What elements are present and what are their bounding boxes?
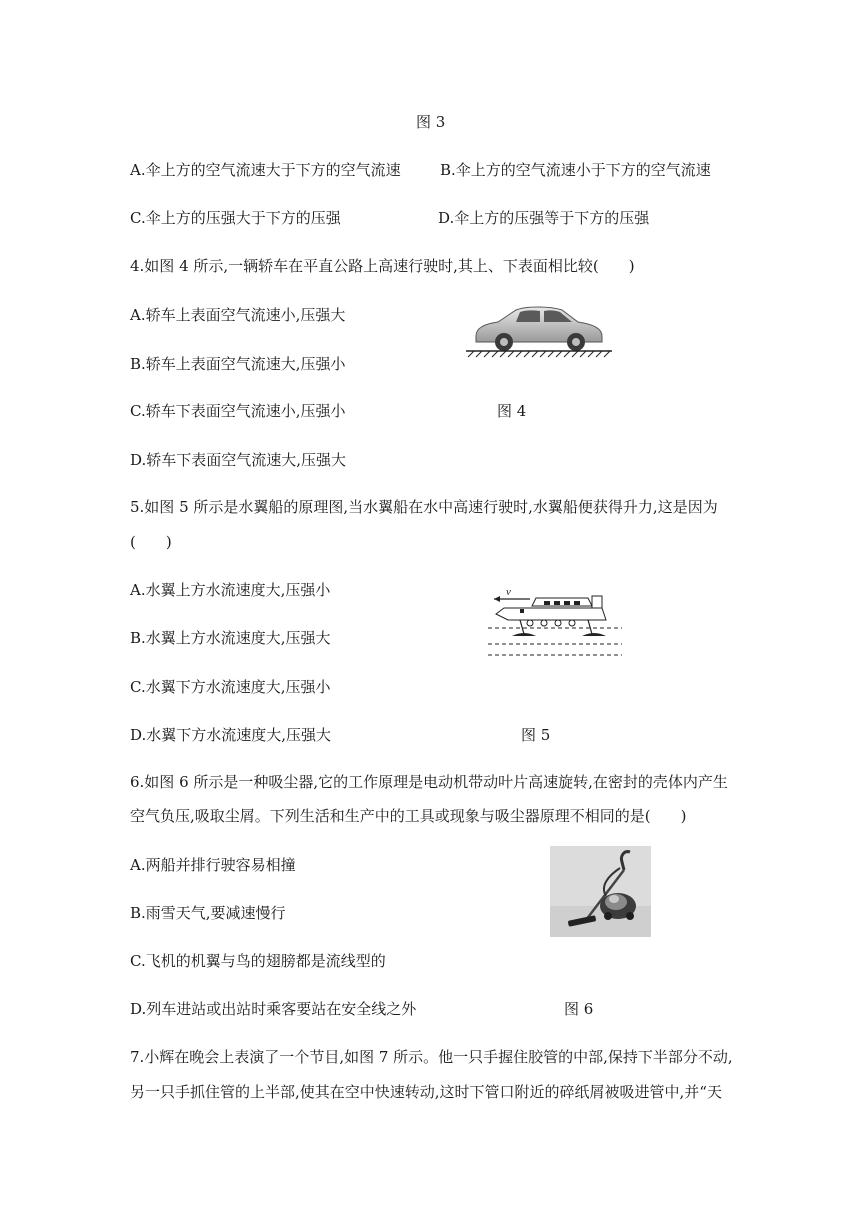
q4-option-b: B.轿车上表面空气流速大,压强小 xyxy=(130,355,346,373)
velocity-label: v xyxy=(506,586,511,598)
q7-stem-line1: 7.小辉在晚会上表演了一个节目,如图 7 所示。他一只手握住胶管的中部,保持下半部分不动, xyxy=(130,1048,733,1066)
q6-option-b: B.雨雪天气,要减速慢行 xyxy=(130,904,286,922)
q5-stem-line2: ( ) xyxy=(130,533,172,551)
q3-option-d: D.伞上方的压强等于下方的压强 xyxy=(438,209,650,227)
figure-4-caption: 图 4 xyxy=(497,402,527,420)
q3-option-a: A.伞上方的空气流速大于下方的空气流速 xyxy=(130,161,401,179)
q6-option-a: A.两船并排行驶容易相撞 xyxy=(130,856,296,874)
hydrofoil-figure xyxy=(484,584,626,660)
vacuum-cleaner-figure xyxy=(550,846,651,937)
q6-option-d: D.列车进站或出站时乘客要站在安全线之外 xyxy=(130,1000,417,1018)
q4-option-d: D.轿车下表面空气流速大,压强大 xyxy=(130,451,347,469)
q5-option-a: A.水翼上方水流速度大,压强小 xyxy=(130,581,331,599)
q4-option-a: A.轿车上表面空气流速小,压强大 xyxy=(130,306,346,324)
q4-stem: 4.如图 4 所示,一辆轿车在平直公路上高速行驶时,其上、下表面相比较( ) xyxy=(130,257,635,275)
q5-option-b: B.水翼上方水流速度大,压强大 xyxy=(130,629,331,647)
q4-option-c: C.轿车下表面空气流速小,压强小 xyxy=(130,402,346,420)
q7-stem-line2: 另一只手抓住管的上半部,使其在空中快速转动,这时下管口附近的碎纸屑被吸进管中,并“天 xyxy=(130,1083,722,1101)
figure-5-caption: 图 5 xyxy=(521,726,551,744)
figure-6-caption: 图 6 xyxy=(564,1000,594,1018)
figure-3-caption: 图 3 xyxy=(416,113,446,131)
q5-option-c: C.水翼下方水流速度大,压强小 xyxy=(130,678,331,696)
q6-stem-line2: 空气负压,吸取尘屑。下列生活和生产中的工具或现象与吸尘器原理不相同的是( ) xyxy=(130,807,687,825)
q5-stem-line1: 5.如图 5 所示是水翼船的原理图,当水翼船在水中高速行驶时,水翼船便获得升力,这是因为 xyxy=(130,498,718,516)
q6-option-c: C.飞机的机翼与鸟的翅膀都是流线型的 xyxy=(130,952,386,970)
q6-stem-line1: 6.如图 6 所示是一种吸尘器,它的工作原理是电动机带动叶片高速旋转,在密封的壳体内产生 xyxy=(130,773,728,791)
q3-option-c: C.伞上方的压强大于下方的压强 xyxy=(130,209,341,227)
q3-option-b: B.伞上方的空气流速小于下方的空气流速 xyxy=(440,161,711,179)
car-figure xyxy=(464,300,614,358)
q5-option-d: D.水翼下方水流速度大,压强大 xyxy=(130,726,332,744)
